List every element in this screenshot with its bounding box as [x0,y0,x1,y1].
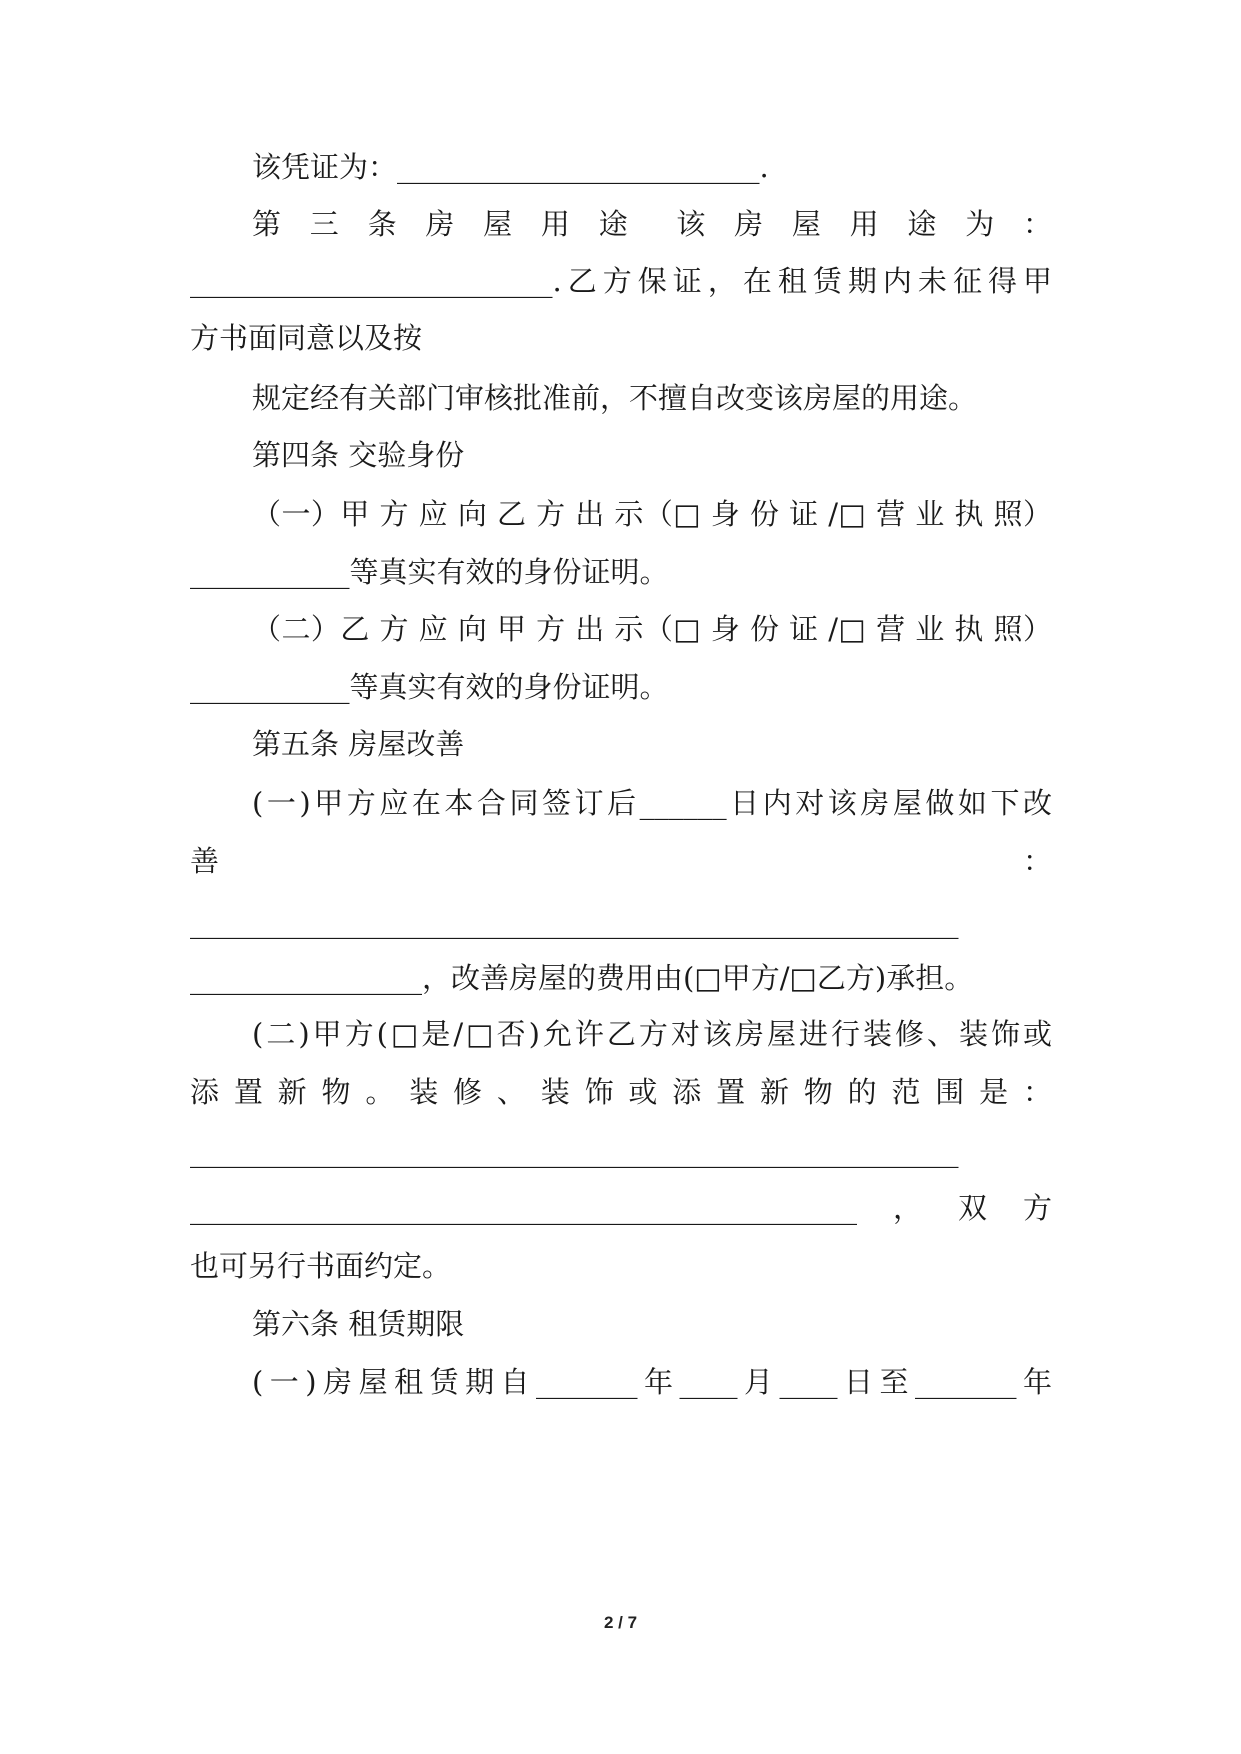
section-heading: 第六条 租赁期限 [252,1307,465,1341]
text-line: ________________，改善房屋的费用由(□甲方/□乙方)承担。 [190,961,974,995]
page-number: 2 / 7 [603,1613,638,1632]
text-line: （二）乙 方 应 向 甲 方 出 示（□ 身 份 证 /□ 营 业 执 照） [252,612,1052,646]
text-line: ___________等真实有效的身份证明。 [190,670,669,704]
text-line: 善 ： [190,844,1052,878]
text-line: 第 三 条 房 屋 用 途 该 房 屋 用 途 为 ： [252,207,1052,241]
text-line: 该凭证为：_________________________. [252,150,769,184]
text-line: 添 置 新 物 。 装 修 、 装 饰 或 添 置 新 物 的 范 围 是 ： [190,1075,1052,1109]
text-line: _____________________________________________________ [190,905,959,939]
text-line: （一）甲 方 应 向 乙 方 出 示（□ 身 份 证 /□ 营 业 执 照） [252,497,1052,531]
text-line: _________________________.乙方保证，在租赁期内未征得甲 [190,264,1052,298]
section-heading: 第五条 房屋改善 [252,727,465,761]
text-line: _____________________________________________________ [190,1134,959,1168]
text-line: (一)房屋租赁期自_______年____月____日至_______年 [252,1365,1052,1399]
text-line: (一)甲方应在本合同签订后______日内对该房屋做如下改 [252,786,1052,820]
section-heading: 第四条 交验身份 [252,438,465,472]
text-line: 规定经有关部门审核批准前，不擅自改变该房屋的用途。 [252,381,978,415]
text-line: ___________等真实有效的身份证明。 [190,555,669,589]
text-line: 方书面同意以及按 [190,321,423,355]
text-line: ______________________________________________，双方 [190,1191,1052,1225]
text-line: (二)甲方(□是/□否)允许乙方对该房屋进行装修、装饰或 [252,1017,1052,1051]
text-line: 也可另行书面约定。 [190,1249,452,1283]
